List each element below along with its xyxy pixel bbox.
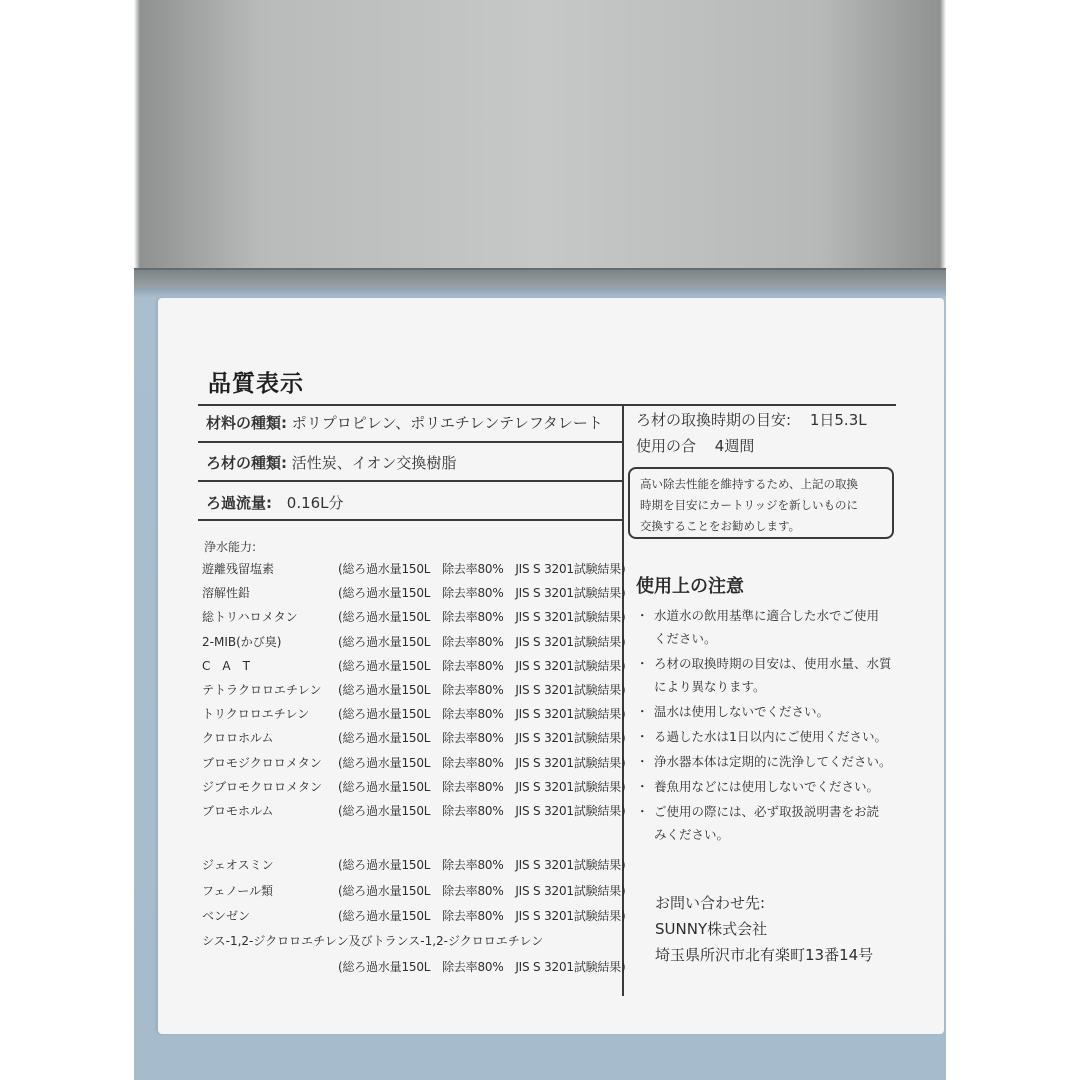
caution-item xyxy=(636,800,921,846)
caution-text: により異なります。 xyxy=(654,679,766,694)
bullet: ・ xyxy=(636,729,649,744)
replacement-note xyxy=(628,467,894,539)
replacement-key: ろ材の取換時期の目安: xyxy=(636,411,792,429)
ability-detail: (総ろ過水量150L 除去率80% JIS S 3201試験結果) xyxy=(338,804,626,818)
contact-company: SUNNY株式会社 xyxy=(655,920,768,938)
caution-title: 使用上の注意 xyxy=(636,576,744,597)
bullet: ・ xyxy=(636,608,649,623)
divider xyxy=(198,441,622,443)
ability-name: テトラクロロエチレン xyxy=(202,683,322,697)
caution-item xyxy=(636,700,921,723)
ability-name: シス-1,2-ジクロロエチレン及びトランス-1,2-ジクロロエチレン xyxy=(202,934,544,948)
spec-key: ろ材の種類: xyxy=(206,454,287,472)
caution-text: 浄水器本体は定期的に洗浄してください。 xyxy=(654,754,892,769)
ability-detail: (総ろ過水量150L 除去率80% JIS S 3201試験結果) xyxy=(338,779,626,794)
ability-detail: (総ろ過水量150L 除去率80% JIS S 3201試験結果) xyxy=(338,658,626,673)
spec-filter-media xyxy=(206,452,456,473)
caution-text: ろ材の取換時期の目安は、使用水量、水質 xyxy=(654,656,892,671)
divider xyxy=(198,404,896,406)
caution-text: みください。 xyxy=(654,827,730,842)
caution-item xyxy=(636,750,921,773)
bullet: ・ xyxy=(636,704,649,719)
abilities-heading: 浄水能力: xyxy=(204,540,257,554)
caution-item xyxy=(636,652,921,698)
caution-item xyxy=(636,604,921,650)
bullet: ・ xyxy=(636,779,649,794)
bullet: ・ xyxy=(636,804,649,819)
spec-value: 活性炭、イオン交換樹脂 xyxy=(291,454,457,472)
ability-detail: (総ろ過水量150L 除去率80% JIS S 3201試験結果) xyxy=(338,755,626,770)
divider xyxy=(198,480,622,482)
replacement-line-2 xyxy=(636,435,754,456)
note-line: 時期を目安にカートリッジを新しいものに xyxy=(640,498,859,512)
replacement-line-1 xyxy=(636,409,867,430)
ability-name: ブロモホルム xyxy=(202,804,274,818)
spec-key: ろ過流量: xyxy=(206,494,272,512)
caution-text: ください。 xyxy=(654,631,717,646)
caution-text: 養魚用などには使用しないでください。 xyxy=(654,779,880,794)
ability-name: クロロホルム xyxy=(202,731,274,746)
note-line: 高い除去性能を維持するため、上記の取換 xyxy=(640,477,859,491)
bullet: ・ xyxy=(636,656,649,671)
caution-text: る過した水は1日以内にご使用ください。 xyxy=(654,729,887,744)
ability-name: 総トリハロメタン xyxy=(202,610,298,625)
ability-detail: (総ろ過水量150L 除去率80% JIS S 3201試験結果) xyxy=(338,610,626,625)
replacement-value: 4週間 xyxy=(714,437,755,455)
ability-detail: (総ろ過水量150L 除去率80% JIS S 3201試験結果) xyxy=(338,960,626,974)
ability-name: トリクロロエチレン xyxy=(202,707,310,722)
replacement-key: 使用の合 xyxy=(636,437,697,455)
ability-detail: (総ろ過水量150L 除去率80% JIS S 3201試験結果) xyxy=(338,707,626,722)
ability-name: ベンゼン xyxy=(202,909,251,923)
ability-detail: (総ろ過水量150L 除去率80% JIS S 3201試験結果) xyxy=(338,858,626,872)
ability-name: ブロモジクロロメタン xyxy=(202,755,322,770)
background-surface xyxy=(0,0,1080,300)
note-line: 交換することをお勧めします。 xyxy=(640,519,801,533)
replacement-value: 1日5.3L xyxy=(809,411,867,429)
ability-detail: (総ろ過水量150L 除去率80% JIS S 3201試験結果) xyxy=(338,731,626,746)
ability-detail: (総ろ過水量150L 除去率80% JIS S 3201試験結果) xyxy=(338,909,626,923)
ability-detail: (総ろ過水量150L 除去率80% JIS S 3201試験結果) xyxy=(338,562,626,576)
contact-heading: お問い合わせ先: xyxy=(655,894,766,912)
ability-name: ジェオスミン xyxy=(202,858,274,872)
divider xyxy=(198,519,622,521)
ability-name: フェノール類 xyxy=(202,883,274,898)
ability-name: ジブロモクロロメタン xyxy=(202,779,323,794)
spec-material xyxy=(206,412,603,433)
caution-item xyxy=(636,725,921,748)
ability-name: 遊離残留塩素 xyxy=(202,562,275,576)
bullet: ・ xyxy=(636,754,649,769)
spec-value: ポリプロピレン、ポリエチレンテレフタレート xyxy=(291,414,603,432)
ability-detail: (総ろ過水量150L 除去率80% JIS S 3201試験結果) xyxy=(338,883,626,898)
spec-flow-rate xyxy=(206,492,344,513)
caution-item xyxy=(636,775,921,798)
caution-text: 温水は使用しないでください。 xyxy=(654,704,830,719)
spec-key: 材料の種類: xyxy=(206,414,287,432)
ability-name: 2-MIB(かび臭) xyxy=(202,634,282,649)
label-title: 品質表示 xyxy=(208,371,304,397)
caution-text: ご使用の際には、必ず取扱説明書をお読 xyxy=(654,804,880,819)
spec-value: 0.16L分 xyxy=(286,494,344,512)
ability-name: 溶解性鉛 xyxy=(202,586,251,601)
caution-text: 水道水の飲用基準に適合した水でご使用 xyxy=(654,608,880,623)
ability-detail: (総ろ過水量150L 除去率80% JIS S 3201試験結果) xyxy=(338,683,626,697)
ability-name: C A T xyxy=(202,658,250,673)
contact-address: 埼玉県所沢市北有楽町13番14号 xyxy=(655,946,874,964)
ability-detail: (総ろ過水量150L 除去率80% JIS S 3201試験結果) xyxy=(338,586,626,601)
ability-detail: (総ろ過水量150L 除去率80% JIS S 3201試験結果) xyxy=(338,634,626,649)
box-lid-edge xyxy=(134,270,946,288)
